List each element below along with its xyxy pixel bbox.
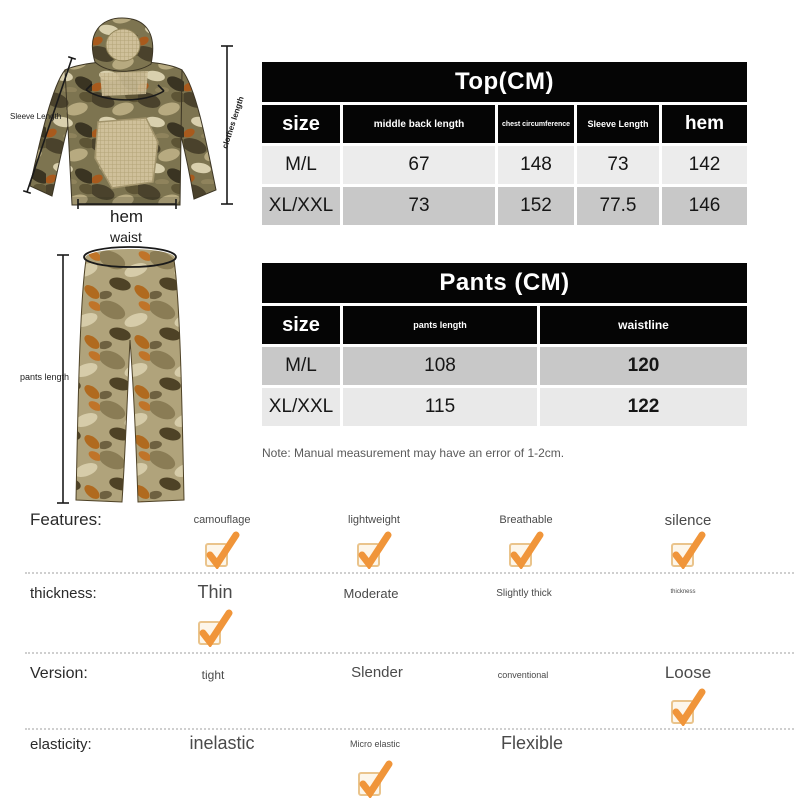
column-header: size — [262, 105, 340, 143]
feature-option: conventional — [497, 670, 549, 680]
value-cell: 152 — [498, 187, 574, 225]
value-cell: 148 — [498, 146, 574, 184]
divider — [25, 728, 794, 730]
size-cell: M/L — [262, 146, 340, 184]
column-header: middle back length — [343, 105, 495, 143]
feature-option: Loose — [664, 663, 712, 682]
check-icon — [204, 529, 240, 574]
pants-size-table — [262, 263, 747, 426]
clothes-length-label: clothes length — [220, 95, 246, 150]
value-cell: 142 — [662, 146, 747, 184]
pants-table-header-row — [262, 306, 747, 344]
value-cell: 73 — [343, 187, 495, 225]
top-size-table — [262, 62, 747, 225]
feature-option: tight — [201, 668, 225, 682]
value-cell: 77.5 — [577, 187, 659, 225]
check-icon — [197, 607, 233, 652]
value-cell: 122 — [540, 388, 747, 426]
value-cell: 67 — [343, 146, 495, 184]
feature-option: camouflage — [193, 514, 251, 526]
check-icon — [670, 686, 706, 731]
value-cell: 120 — [540, 347, 747, 385]
top-table-header-row — [262, 105, 747, 143]
waist-label: waist — [110, 229, 142, 245]
column-header: pants length — [343, 306, 537, 344]
column-header: size — [262, 306, 340, 344]
check-icon — [357, 758, 393, 800]
check-icon — [670, 529, 706, 574]
top-table-title: Top(CM) — [262, 62, 747, 102]
feature-option: Micro elastic — [349, 739, 401, 749]
size-cell: XL/XXL — [262, 187, 340, 225]
feature-option: silence — [664, 512, 712, 529]
column-header: waistline — [540, 306, 747, 344]
feature-option: Flexible — [500, 733, 564, 753]
table-row — [262, 146, 747, 184]
feature-option: Breathable — [499, 514, 553, 526]
pants-image — [76, 249, 184, 502]
column-header: Sleeve Length — [577, 105, 659, 143]
table-row — [262, 187, 747, 225]
check-icon — [356, 529, 392, 574]
check-icon — [508, 529, 544, 574]
feature-option: Moderate — [343, 586, 399, 601]
thickness-row-label: thickness: — [30, 585, 97, 602]
divider — [25, 572, 794, 574]
table-row — [262, 388, 747, 426]
feature-option: lightweight — [348, 514, 400, 526]
feature-option: inelastic — [189, 733, 255, 753]
column-header: chest circumference — [498, 105, 574, 143]
divider — [25, 652, 794, 654]
size-cell: M/L — [262, 347, 340, 385]
garment-illustration — [0, 0, 260, 512]
elasticity-row-label: elasticity: — [30, 736, 92, 753]
measurement-note: Note: Manual measurement may have an error of 1-2cm. — [262, 446, 565, 460]
feature-option: Slightly thick — [496, 588, 552, 599]
features-row-label: Features: — [30, 510, 102, 529]
pants-table-title: Pants (CM) — [262, 263, 747, 303]
column-header: hem — [662, 105, 747, 143]
value-cell: 73 — [577, 146, 659, 184]
size-cell: XL/XXL — [262, 388, 340, 426]
feature-option: Thin — [197, 582, 233, 602]
hem-label: hem — [110, 207, 144, 226]
feature-option: thickness — [670, 589, 696, 595]
value-cell: 146 — [662, 187, 747, 225]
feature-option: Slender — [351, 664, 403, 681]
sleeve-length-label: Sleeve Length — [10, 112, 62, 121]
value-cell: 115 — [343, 388, 537, 426]
table-row — [262, 347, 747, 385]
pants-length-label: pants length — [20, 372, 70, 382]
value-cell: 108 — [343, 347, 537, 385]
version-row-label: Version: — [30, 665, 88, 682]
